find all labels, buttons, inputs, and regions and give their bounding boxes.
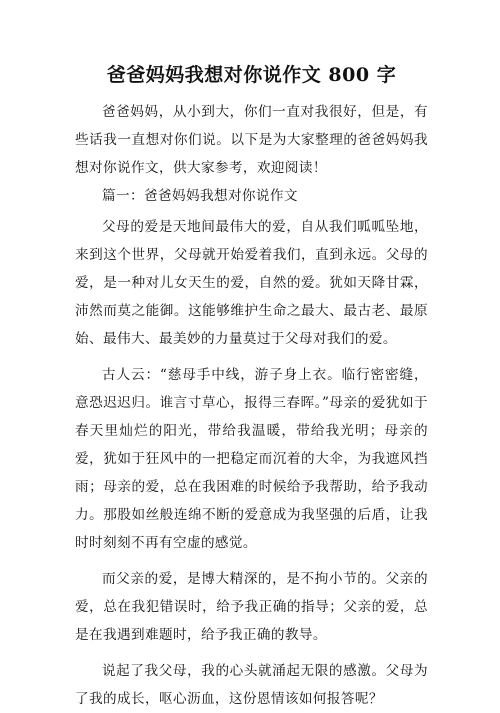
- body-paragraph-2: 古人云：“慈母手中线，游子身上衣。临行密密缝，意恐迟迟归。谁言寸草心，报得三春晖。”母亲的爱犹如于春天里灿烂的阳光，带给我温暖，带给我光明；母亲的爱，犹如于狂风中的一把稳定而沉着的大伞，为我遮风挡雨；母亲的爱，总在我困难的时候给予我帮助，给予我动力。那股如丝般连绵不断的爱意成为我坚强的后盾，让我时时刻刻不再有空虚的感觉。: [75, 367, 428, 551]
- body-paragraph-1: 父母的爱是天地间最伟大的爱，自从我们呱呱坠地，来到这个世界，父母就开始爱着我们，直到永远。父母的爱，是一种对儿女天生的爱，自然的爱。犹如天降甘霖，沛然而莫之能御。这能够维护生命之最大、最古老、最原始、最伟大、最美妙的力量莫过于父母对我们的爱。: [75, 219, 428, 347]
- intro-paragraph: 爸爸妈妈，从小到大，你们一直对我很好，但是，有些话我一直想对你们说。以下是为大家整理的爸爸妈妈我想对你说作文，供大家参考，欢迎阅读！: [75, 104, 428, 176]
- section-heading: 篇一：爸爸妈妈我想对你说作文: [102, 188, 298, 204]
- document-title: 爸爸妈妈我想对你说作文 800 字: [106, 64, 397, 86]
- body-paragraph-4: 说起了我父母，我的心头就涌起无限的感激。父母为了我的成长，呕心沥血，这份恩情该如何报答呢？: [75, 663, 428, 707]
- body-paragraph-3: 而父亲的爱，是博大精深的，是不拘小节的。父亲的爱，总在我犯错误时，给予我正确的指导；父亲的爱，总是在我遇到难题时，给予我正确的教导。: [75, 571, 428, 643]
